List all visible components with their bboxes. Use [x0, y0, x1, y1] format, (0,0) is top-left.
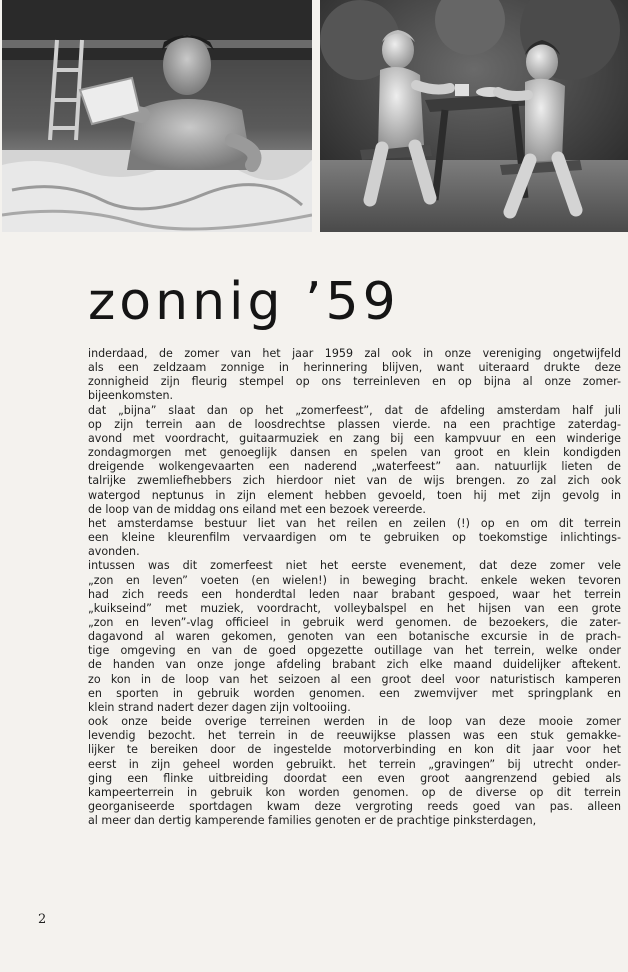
article-paragraph: [88, 517, 621, 559]
text-line: had zich reeds een honderdtal leden naar brabant gespoed, waar het terrein: [88, 587, 621, 601]
photo-man-in-swimming-pool-icon: [2, 0, 312, 232]
page-number: 2: [38, 912, 47, 927]
text-line: intussen was dit zomerfeest niet het eerste evenement, dat deze zomer vele: [88, 559, 621, 573]
text-line: „zon en leven”-vlag officieel in gebruik werd genomen. de bezoekers, die zater-: [88, 615, 621, 629]
text-line: watergod neptunus in zijn element hebben gevoeld, toen hij met zijn gevolg in: [88, 488, 621, 502]
text-line: de handen van onze jonge afdeling brabant zich elke maand duidelijker aftekent.: [88, 658, 621, 672]
text-line: talrijke zwemliefhebbers zich hierdoor niet van de wijs brengen. zo zal zich ook: [88, 474, 621, 488]
text-line: inderdaad, de zomer van het jaar 1959 zal ook in onze vereniging ongetwijfeld: [88, 347, 621, 360]
article-body: [88, 347, 621, 828]
article-title: zonnig ’59: [88, 272, 400, 332]
text-line: klein strand nadert dezer dagen zijn voltooiing.: [88, 700, 351, 714]
text-line: dreigende wolkengevaarten een naderend „waterfeest” aan. natuurlijk lieten de: [88, 460, 621, 474]
text-line: georganiseerde sportdagen kwam deze vergroting reeds goed van pas. alleen: [88, 800, 621, 813]
text-line: „kuikseind” met muziek, voordracht, volleybalspel en het hijsen van een grote: [88, 601, 621, 615]
text-line: zondagmorgen met genoeglijk dansen en spelen van groot en klein kondigden: [88, 446, 621, 460]
text-line: een kleine kleurenfilm vervaardigen om te gebruiken op toekomstige inlichtings-: [88, 531, 621, 545]
text-line: de loop van de middag ons eiland met een bezoek vereerde.: [88, 502, 426, 516]
text-line: dat „bijna” slaat dan op het „zomerfeest”, dat de afdeling amsterdam half juli: [88, 403, 621, 417]
text-line: „zon en leven” voeten (en wielen!) in beweging bracht. enkele weken tevoren: [88, 573, 621, 587]
text-line: levendig bezocht. het terrein in de reeuwijkse plassen was een stuk gemakke-: [88, 729, 621, 743]
text-line: tige omgeving en van de goed opgezette outillage van het terrein, welke onder: [88, 644, 621, 658]
text-line: al meer dan dertig kamperende families genoten er de prachtige pinksterdagen,: [88, 814, 537, 828]
text-line: ging een flinke uitbreiding doordat een even groot aangrenzend gebied als: [88, 771, 621, 785]
article-paragraph: [88, 404, 621, 517]
article-paragraph: [88, 347, 621, 404]
text-line: zonnigheid zijn fleurig stempel op ons terreinleven en op bijna al onze zomer-: [88, 375, 621, 389]
text-line: en sporten in gebruik worden genomen. een zwemvijver met springplank en: [88, 686, 621, 700]
text-line: ook onze beide overige terreinen werden in de loop van deze mooie zomer: [88, 715, 621, 729]
photo-two-people-at-garden-table-icon: [320, 0, 628, 232]
text-line: op zijn terrein aan de loosdrechtse plassen vierde. na een prachtige zaterdag-: [88, 417, 621, 431]
article-paragraph: [88, 559, 621, 715]
text-line: lijker te bereiken door de ingestelde motorverbinding en kon dit jaar voor het: [88, 743, 621, 757]
text-line: kampeerterrein in gebruik kon worden genomen. op de diverse op dit terrein: [88, 785, 621, 799]
text-line: eerst in zijn geheel worden gebruikt. het terrein „gravingen” bij utrecht onder-: [88, 757, 621, 771]
text-line: avonden.: [88, 545, 140, 559]
text-line: bijeenkomsten.: [88, 389, 174, 403]
text-line: het amsterdamse bestuur liet van het reilen en zeilen (!) op en om dit terrein: [88, 516, 621, 530]
text-line: avond met voordracht, guitaarmuziek en zang bij een kampvuur en een winderige: [88, 431, 621, 445]
photo-man-in-pool: [2, 0, 312, 232]
text-line: zo kon in de loop van het seizoen al een groot deel voor naturistisch kamperen: [88, 672, 621, 686]
text-line: als een zeldzaam zonnige in herinnering blijven, want uiteraard drukte deze: [88, 361, 621, 375]
article-paragraph: [88, 715, 621, 828]
photo-garden-table: [320, 0, 628, 232]
text-line: dagavond al waren gekomen, genoten van een botanische excursie in de prach-: [88, 630, 621, 644]
